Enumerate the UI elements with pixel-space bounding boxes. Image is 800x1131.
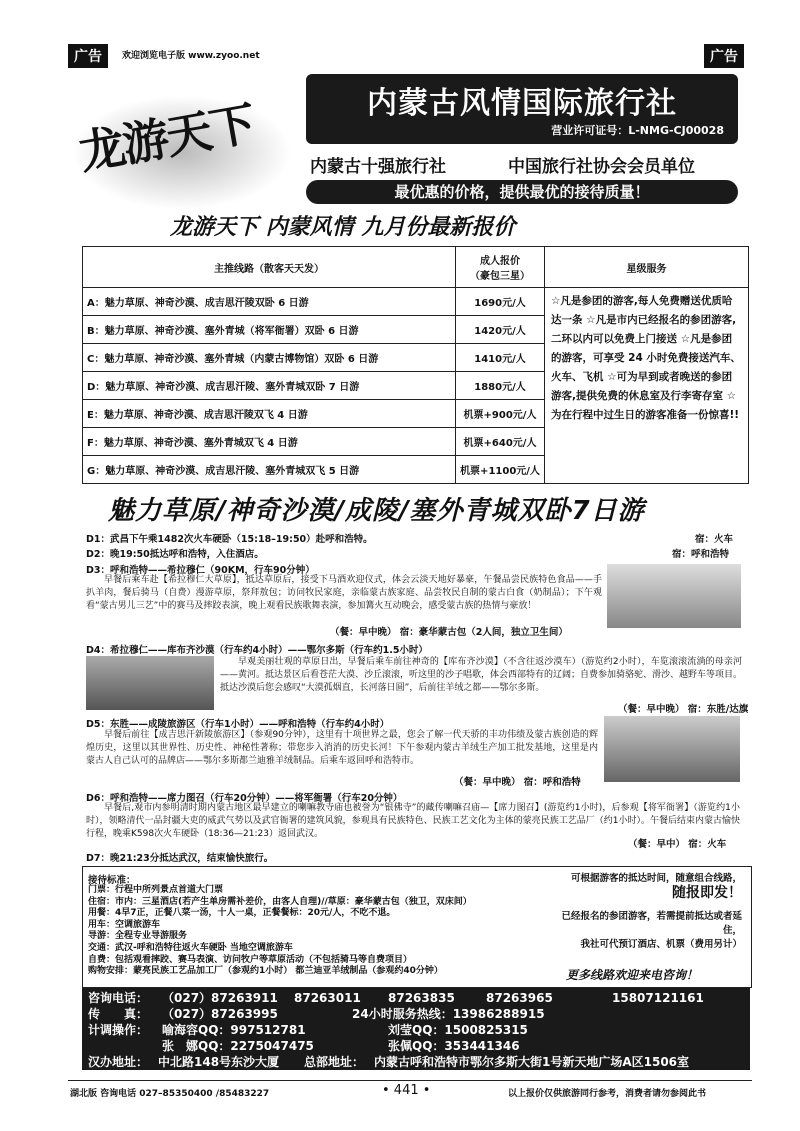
- price-e: 机票+900元/人: [456, 400, 545, 428]
- footer-left: 湖北版 咨询电话 027–85350400 /85483227: [70, 1089, 270, 1099]
- qq-4[interactable]: 张佩QQ：353441346: [388, 1039, 520, 1053]
- fax-number[interactable]: （027）87263995: [162, 1007, 278, 1021]
- banner: 最优惠的价格，提供最优的接待质量！: [306, 180, 738, 204]
- phone-2[interactable]: 87263011: [294, 991, 361, 1005]
- ad-tag-right: 广告: [704, 44, 744, 68]
- day1: D1：武昌下午乘1482次火车硬卧（15:18–19:50）赴呼和浩特。: [86, 534, 373, 545]
- standard-item: 导游：全程专业导游服务: [88, 931, 188, 942]
- standards-title: 接待标准：: [88, 875, 136, 886]
- hq-label: 总部地址：: [304, 1055, 365, 1069]
- price-table: [82, 246, 749, 484]
- note-3: 我社可代预订酒店、机票（费用另计）: [580, 939, 742, 950]
- note-2: 已经报名的参团游客，若需提前抵达或者延住，: [561, 911, 742, 936]
- hotline[interactable]: 24小时服务热线：13986288915: [352, 1007, 545, 1021]
- day4-rest: （餐：早中晚） 宿：东胜/达旗: [618, 704, 749, 715]
- day4-text: 早观美丽壮观的草原日出，早餐后乘车前往神奇的【库布齐沙漠】（不含往返沙漠车）（游览约2小时），车览滚滚流淌的母亲河——黄河。抵达景区后看苍茫大漠、沙丘滚滚，听这里的沙子唱歌，体会西部特有的辽阔；自费参加骑骆驼、滑沙、越野车等项目。抵达沙漠后您会感叹“大漠孤烟直，长河落日圆”，后前往羊绒之都——鄂尔多斯。: [220, 657, 743, 693]
- qq-2[interactable]: 刘莹QQ：1500825315: [388, 1023, 528, 1037]
- day3-text: 早餐后乘车赴【希拉穆仁大草原】，抵达草原后，接受下马酒欢迎仪式，体会云淡天地好暴豪，午餐品尝民族特色食品——手扒羊肉，餐后骑马（自费）漫游草原，祭拜敖包；访问牧民家庭，亲临蒙古族家庭、品尝牧民自制的蒙古白食（奶制品）；下午观看“蒙古男儿三艺”中的赛马及摔跤表演，晚上观看民族歌舞表演，参加篝火互动晚会，感受蒙古族的热情与豪放！: [86, 575, 602, 611]
- standard-item: 住宿：市内：三星酒店(若产生单房需补差价，由客人自理)//草原：豪华蒙古包（独卫，双床间）: [88, 896, 472, 907]
- headline: 龙游天下 内蒙风情 九月份最新报价: [170, 215, 516, 240]
- day2: D2：晚19:50抵达呼和浩特，入住酒店。: [86, 549, 264, 560]
- membership-2: 中国旅行社协会会员单位: [508, 157, 695, 177]
- day6-rest: （餐：早中） 宿：火车: [628, 839, 727, 850]
- qq-1[interactable]: 喻海容QQ：997512781: [162, 1023, 306, 1037]
- standard-item: 门票：行程中所列景点首道大门票: [88, 885, 224, 895]
- license-number: 营业许可证号：L-NMG-CJ00028: [551, 124, 724, 137]
- route-a: A：魅力草原、神奇沙漠、成吉思汗陵双卧 6 日游: [83, 288, 456, 316]
- standards-list: [88, 885, 538, 978]
- note-1-bold: 随报即发！: [672, 885, 742, 901]
- route-c: C：魅力草原、神奇沙漠、塞外青城（内蒙古博物馆）双卧 6 日游: [83, 344, 456, 372]
- contact-panel: [82, 988, 750, 1070]
- hq-address: 内蒙古呼和浩特市鄂尔多斯大街1号新天地广场A区1506室: [374, 1055, 690, 1069]
- footer-right: 以上报价仅供旅游同行参考，消费者请勿参阅此书: [508, 1089, 707, 1099]
- day6-text: 早餐后,观市内参明清时期内蒙古地区最早建立的喇嘛教寺庙也被誉为“银佛寺”的藏传喇嘛召庙—【席力图召】(游览约1小时)，后参观【将军衙署】（游览约1小时），领略清代一品封疆大吏的威武气势以及武官衙署的建筑风貌，参观具有民族特色、民族工艺文化为主体的蒙亮民族工艺品厂（约1小时）。午餐后结束内蒙古愉快行程，晚乘K598次火车硬卧（18:36—21:23）返回武汉。: [86, 803, 740, 839]
- day5-text: 早餐后前往【成吉思汗新陵旅游区】（参观90分钟），这里有十项世界之最，您会了解一代天骄的丰功伟绩及蒙古族创造的辉煌历史，这里以其世界性、历史性、神秘性著称；带您步入消消的历史长河！下午参观内蒙古羊绒生产加工批发基地，这里是内蒙古人自己认可的品牌店——鄂尔多斯都兰迪雅羊绒制品。后乘车返回呼和浩特市。: [86, 730, 598, 766]
- phone-5[interactable]: 15807121161: [612, 991, 704, 1005]
- note-1: 可根据游客的抵达时间，随意组合线路，: [570, 873, 742, 884]
- col-price-label: 成人报价: [480, 256, 520, 267]
- price-a: 1690元/人: [456, 288, 545, 316]
- route-f: F：魅力草原、神奇沙漠、塞外青城双飞 4 日游: [83, 428, 456, 456]
- agency-name: 内蒙古风情国际旅行社: [367, 86, 677, 121]
- day3-rest: （餐：早中晚） 宿：豪华蒙古包（2人间，独立卫生间）: [330, 627, 568, 638]
- route-d: D：魅力草原、神奇沙漠、成吉思汗陵、塞外青城双卧 7 日游: [83, 372, 456, 400]
- day7: D7：晚21:23分抵达武汉，结束愉快旅行。: [86, 853, 274, 864]
- slogan: 龙游天下: [75, 96, 258, 180]
- route-b: B：魅力草原、神奇沙漠、塞外青城（将军衙署）双卧 6 日游: [83, 316, 456, 344]
- yurt-photo: [607, 564, 741, 628]
- phone-1[interactable]: （027）87263911: [162, 991, 278, 1005]
- ad-tag-left: 广告: [68, 44, 108, 68]
- day5-rest: （餐：早中晚） 宿：呼和浩特: [454, 777, 581, 788]
- consult-label: 咨询电话：: [88, 991, 149, 1005]
- col-service: 星级服务: [545, 247, 749, 288]
- agency-panel: [306, 74, 738, 144]
- day1-rest: 宿：火车: [695, 534, 734, 545]
- day5: D5：东胜——成陵旅游区（行车1小时）——呼和浩特（行车约4小时）: [86, 719, 390, 730]
- mausoleum-photo: [604, 716, 740, 782]
- standard-item: 自费：包括观看摔跤、赛马表演、访问牧户等草原活动（不包括骑马等自费项目）: [88, 954, 413, 965]
- notes: [560, 872, 742, 952]
- col-route: 主推线路（散客天天发）: [83, 247, 456, 288]
- day4: D4：希拉穆仁——库布齐沙漠（行车约4小时）——鄂尔多斯（行车约1.5小时）: [86, 645, 428, 656]
- price-g: 机票+1100元/人: [456, 456, 545, 484]
- note-4: 更多线路欢迎来电咨询！: [566, 968, 699, 982]
- wuhan-address: 中北路148号东沙大厦: [158, 1055, 280, 1069]
- standard-item: 购物安排：蒙亮民族工艺品加工厂（参观约1小时） 都兰迪亚羊绒制品（参观约40分钟）: [88, 966, 443, 977]
- day3: D3：呼和浩特——希拉穆仁（90KM，行车90分钟）: [86, 565, 315, 576]
- price-f: 机票+640元/人: [456, 428, 545, 456]
- col-price: [456, 247, 545, 288]
- wuhan-label: 汉办地址：: [88, 1055, 149, 1069]
- standard-item: 用餐：4早7正，正餐八菜一汤，十人一桌，正餐餐标：20元/人，不吃不退。: [88, 908, 396, 919]
- route-g: G：魅力草原、神奇沙漠、成吉思汗陵、塞外青城双飞 5 日游: [83, 456, 456, 484]
- membership-1: 内蒙古十强旅行社: [310, 157, 446, 177]
- desert-photo: [86, 656, 214, 710]
- route-e: E：魅力草原、神奇沙漠、成吉思汗陵双飞 4 日游: [83, 400, 456, 428]
- price-d: 1880元/人: [456, 372, 545, 400]
- page-number: • 441 •: [382, 1083, 431, 1098]
- qq-3[interactable]: 张 娜QQ：2275047475: [162, 1039, 314, 1053]
- fax-label: 传 真：: [88, 1007, 149, 1021]
- footer-rule: [68, 1080, 752, 1081]
- service-notes: ☆凡是参团的游客,每人免费赠送优质哈达一条 ☆凡是市内已经报名的参团游客,二环以内可以免费上门接送 ☆凡是参团的游客，可享受 24 小时免费接送汽车、火车、飞机 ☆可为早到或者晚送的参团游客,提供免费的休息室及行李寄存室 ☆为在行程中过生日的游客准备一份惊喜!!: [545, 288, 749, 484]
- standard-item: 交通：武汉-呼和浩特往返火车硬卧 当地空调旅游车: [88, 942, 293, 953]
- phone-4[interactable]: 87263965: [486, 991, 553, 1005]
- col-price-sub: （豪包三星）: [470, 271, 530, 282]
- ops-label: 计调操作：: [88, 1023, 149, 1037]
- itinerary-title: 魅力草原/神奇沙漠/成陵/塞外青城双卧7日游: [108, 496, 645, 526]
- welcome-text: 欢迎浏览电子版 www.zyoo.net: [122, 51, 260, 61]
- price-b: 1420元/人: [456, 316, 545, 344]
- standard-item: 用车：空调旅游车: [88, 919, 161, 930]
- day2-rest: 宿：呼和浩特: [672, 549, 730, 560]
- price-c: 1410元/人: [456, 344, 545, 372]
- phone-3[interactable]: 87263835: [388, 991, 455, 1005]
- day6: D6：呼和浩特——席力图召（行车20分钟）——将军衙署（行车20分钟）: [86, 793, 403, 804]
